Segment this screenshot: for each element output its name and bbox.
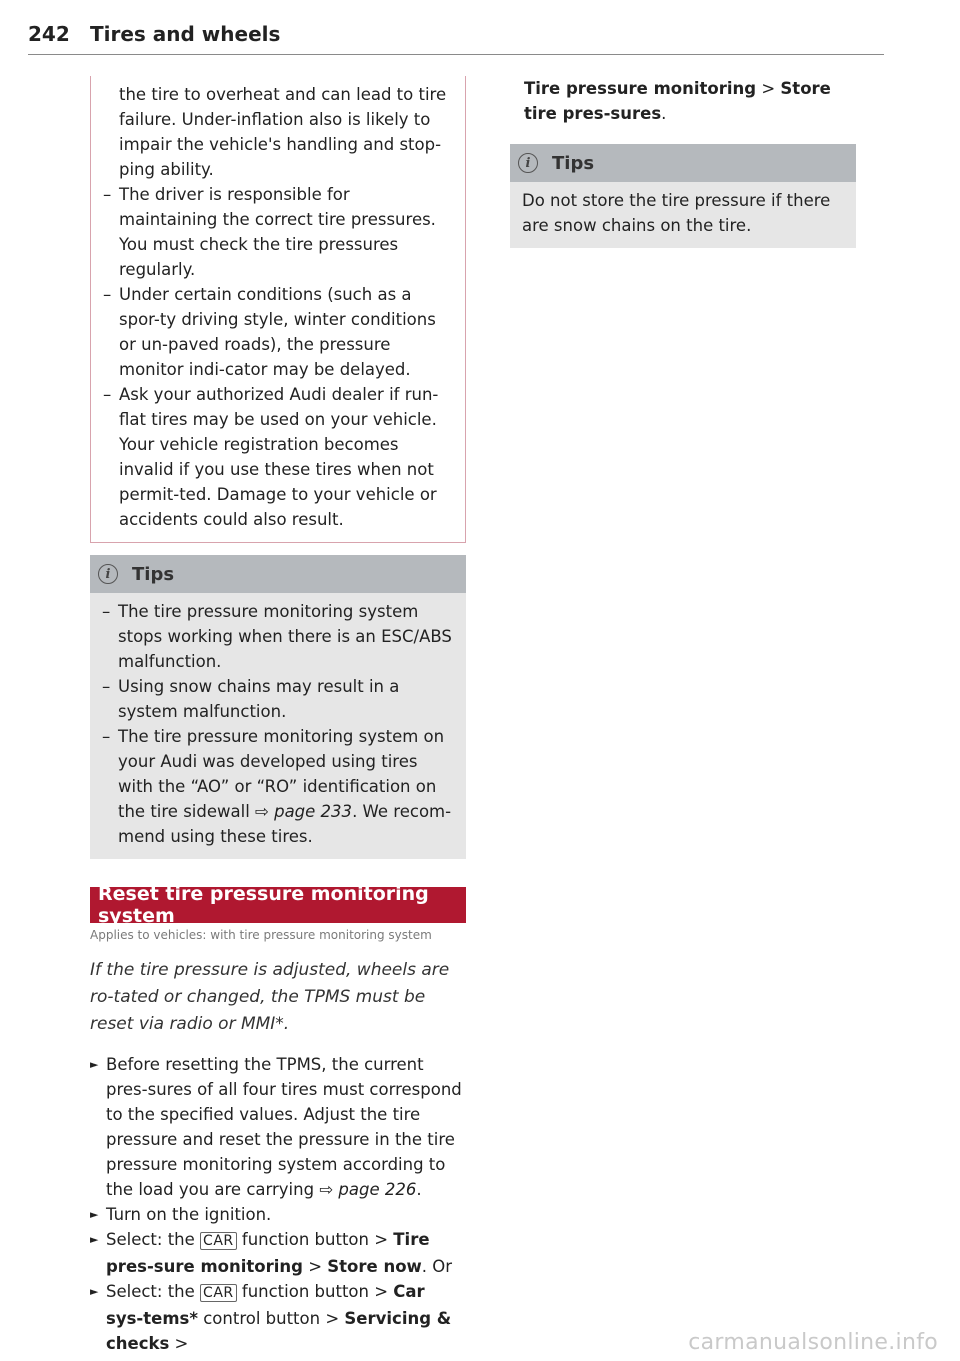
watermark: carmanualsonline.info — [688, 1330, 938, 1355]
warning-intro: the tire to overheat and can lead to tire failure. Under-inflation also is likely to impair the vehicle's handling and stop-ping ability. — [119, 85, 447, 179]
tips-item: – Using snow chains may result in a system malfunction. — [102, 677, 400, 721]
tips-item: – The tire pressure monitoring system on your Audi was developed using tires with the “AO” or “RO” identification on the tire sidewall ⇨ page 233. We recom-mend using these tires. — [102, 727, 452, 846]
step-continuation: Tire pressure monitoring > Store tire pres-sures. — [524, 79, 831, 123]
car-key-label: CAR — [200, 1284, 237, 1302]
tips-text: Do not store the tire pressure if there are snow chains on the tire. — [522, 191, 831, 235]
steps-list — [90, 1052, 466, 1356]
tips-body — [510, 182, 856, 248]
tips-body — [90, 593, 466, 859]
warning-item: – The driver is responsible for maintaining the correct tire pressures. You must check the tire pressures regularly. — [103, 185, 436, 279]
section-title: Tires and wheels — [90, 22, 281, 46]
page-number: 242 — [28, 22, 70, 46]
tips-header — [510, 144, 856, 182]
page-reference-link[interactable]: ⇨ page 226 — [319, 1180, 417, 1199]
section-heading: Reset tire pressure monitoring system — [90, 887, 466, 923]
tips-title: Tips — [552, 152, 595, 174]
tips-box — [510, 144, 856, 248]
arrow-icon: ► — [90, 1058, 99, 1071]
warning-box — [90, 76, 466, 543]
tips-box — [90, 555, 466, 859]
intro-text: If the tire pressure is adjusted, wheels are ro-tated or changed, the TPMS must be reset via radio or MMI*. — [90, 960, 450, 1034]
step-item: ► Before resetting the TPMS, the current pres-sures of all four tires must correspond to the specified values. Adjust the tire pressure and reset the pressure in the tire pressure monitoring system according to the load you are carrying ⇨ page 226. — [90, 1052, 466, 1202]
step-item: ► Select: the CAR function button > Car sys-tems* control button > Servicing & checks > — [90, 1279, 466, 1356]
tips-header — [90, 555, 466, 593]
tips-item: – The tire pressure monitoring system stops working when there is an ESC/ABS malfunction. — [102, 602, 452, 671]
tips-title: Tips — [132, 563, 175, 585]
info-icon: i — [98, 564, 118, 584]
left-column — [90, 76, 466, 1356]
arrow-icon: ► — [90, 1285, 99, 1298]
step-item: ► Turn on the ignition. — [90, 1202, 466, 1227]
car-key-label: CAR — [200, 1232, 237, 1250]
applies-to-note: Applies to vehicles: with tire pressure monitoring system — [90, 928, 432, 942]
warning-item: – Under certain conditions (such as a spor-ty driving style, winter conditions or un-paved roads), the pressure monitor indi-cator may be delayed. — [103, 285, 436, 379]
arrow-icon: ► — [90, 1208, 99, 1221]
right-column — [510, 76, 856, 248]
page-header — [28, 20, 884, 55]
info-icon: i — [518, 153, 538, 173]
step-item: ► Select: the CAR function button > Tire pres-sure monitoring > Store now. Or — [90, 1227, 466, 1279]
arrow-icon: ► — [90, 1233, 99, 1246]
page-reference-link[interactable]: ⇨ page 233 — [255, 802, 353, 821]
warning-item: – Ask your authorized Audi dealer if run-flat tires may be used on your vehicle. Your vehicle registration becomes invalid if you use these tires when not permit-ted. Damage to your vehicle or accidents could also result. — [103, 385, 439, 529]
